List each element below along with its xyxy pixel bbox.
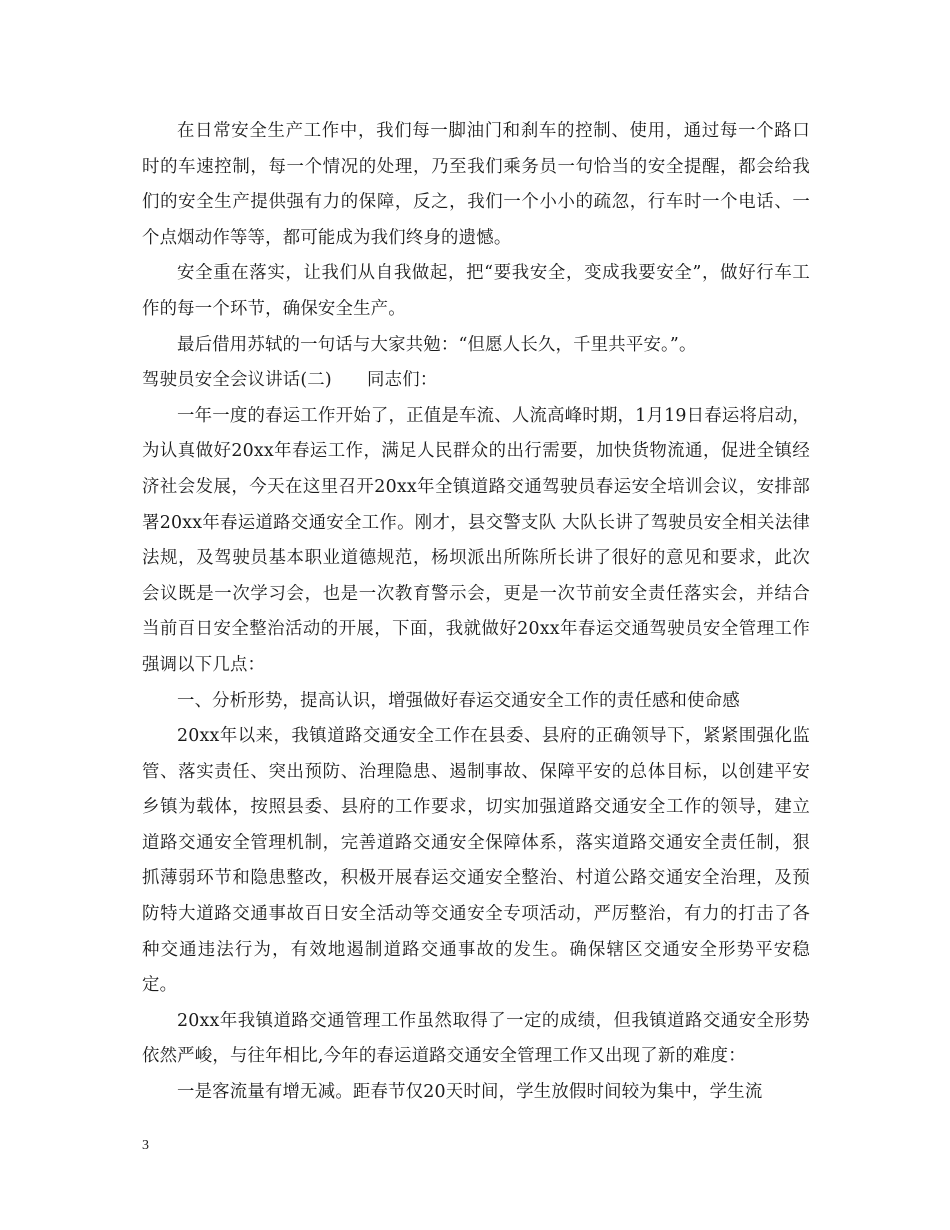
paragraph-achievements: 20xx年以来，我镇道路交通安全工作在县委、县府的正确领导下，紧紧围强化监管、落实责任、突出预防、治理隐患、遏制事故、保障平安的总体目标，以创建平安乡镇为载体，按照县委、县府的工作要求，切实加强道路交通安全工作的领导，建立道路交通安全管理机制，完善道路交通安全保障体系，落实道路交通安全责任制，狠抓薄弱环节和隐患整改，积极开展春运交通安全整治、村道公路交通安全治理，及预防特大道路交通事故百日安全活动等交通安全专项活动，严厉整治，有力的打击了各种交通违法行为，有效地遏制道路交通事故的发生。确保辖区交通安全形势平安稳定。	[142, 726, 810, 996]
paragraph-implementation: 安全重在落实，让我们从自我做起，把“要我安全，变成我要安全”，做好行车工作的每一个环节，确保安全生产。	[142, 263, 810, 319]
section-heading-speech-two: 驾驶员安全会议讲话(二) 同志们：	[142, 370, 438, 391]
paragraph-closing-quote: 最后借用苏轼的一句话与大家共勉：“但愿人长久，千里共平安。”。	[177, 334, 697, 355]
subheading-analysis: 一、分析形势，提高认识，增强做好春运交通安全工作的责任感和使命感	[177, 690, 740, 711]
paragraph-safety-practice: 在日常安全生产工作中，我们每一脚油门和刹车的控制、使用，通过每一个路口时的车速控制，每一个情况的处理，乃至我们乘务员一句恰当的安全提醒，都会给我们的安全生产提供强有力的保障，反之，我们一个小小的疏忽，行车时一个电话、一个点烟动作等等，都可能成为我们终身的遗憾。	[142, 121, 810, 248]
paragraph-spring-transport-intro: 一年一度的春运工作开始了，正值是车流、人流高峰时期，1月19日春运将启动，为认真做好20xx年春运工作，满足人民群众的出行需要，加快货物流通，促进全镇经济社会发展，今天在这里召开20xx年全镇道路交通驾驶员春运安全培训会议，安排部署20xx年春运道路交通安全工作。刚才，县交警支队 大队长讲了驾驶员安全相关法律法规，及驾驶员基本职业道德规范，杨坝派出所陈所长讲了很好的意见和要求，此次会议既是一次学习会，也是一次教育警示会，更是一次节前安全责任落实会，并结合当前百日安全整治活动的开展，下面，我就做好20xx年春运交通驾驶员安全管理工作强调以下几点：	[142, 405, 810, 675]
paragraph-challenges: 20xx年我镇道路交通管理工作虽然取得了一定的成绩，但我镇道路交通安全形势依然严峻，与往年相比,今年的春运道路交通安全管理工作又出现了新的难度：	[142, 1010, 810, 1067]
paragraph-passenger-flow: 一是客流量有增无减。距春节仅20天时间，学生放假时间较为集中，学生流	[177, 1082, 763, 1103]
document-body	[142, 114, 810, 1111]
page-number: 3	[142, 1138, 149, 1153]
